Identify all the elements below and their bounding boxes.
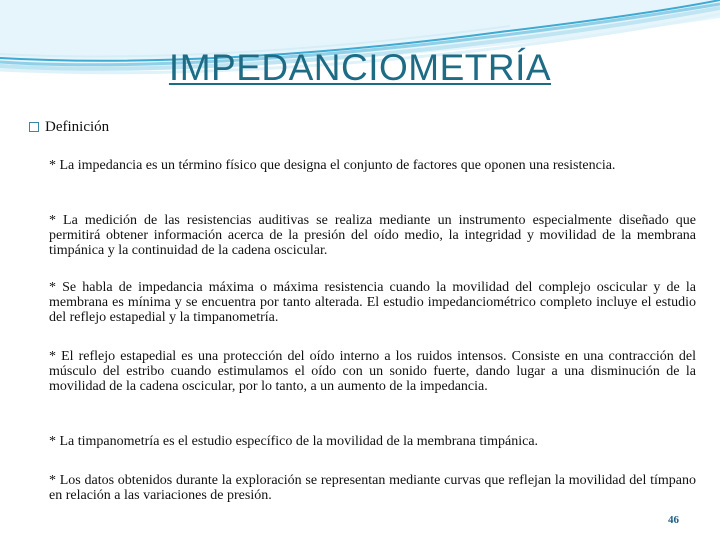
- paragraph-3: * Se habla de impedancia máxima o máxima resistencia cuando la movilidad del complejo oscicular y de la membrana es mínima y se encuentra por tanto alterada. El estudio impedanciométrico completo incluye el estudio del reflejo estapedial y la timpanometría.: [49, 280, 696, 325]
- square-bullet-icon: [29, 122, 39, 132]
- paragraph-4: * El reflejo estapedial es una protección del oído interno a los ruidos intensos. Consiste en una contracción del músculo del estribo cuando estimulamos el oído con un sonido fuerte, dando lugar a una disminución de la movilidad de la cadena oscicular, por lo tanto, a un aumento de la impedancia.: [49, 349, 696, 394]
- page-number: 46: [668, 514, 679, 526]
- paragraph-2: * La medición de las resistencias auditivas se realiza mediante un instrumento especialmente diseñado que permitirá obtener información acerca de la presión del oído medio, la integridad y movilidad de la membrana timpánica y la continuidad de la cadena oscicular.: [49, 213, 696, 258]
- paragraph-1: * La impedancia es un término físico que designa el conjunto de factores que oponen una resistencia.: [49, 158, 616, 173]
- paragraph-6: * Los datos obtenidos durante la exploración se representan mediante curvas que reflejan la movilidad del tímpano en relación a las variaciones de presión.: [49, 473, 696, 503]
- slide-title-text: IMPEDANCIOMETRÍA: [168, 47, 552, 88]
- slide-title: [0, 44, 720, 92]
- section-label: Definición: [45, 119, 110, 135]
- paragraph-5: * La timpanometría es el estudio específico de la movilidad de la membrana timpánica.: [49, 434, 539, 449]
- section-heading: [29, 118, 109, 136]
